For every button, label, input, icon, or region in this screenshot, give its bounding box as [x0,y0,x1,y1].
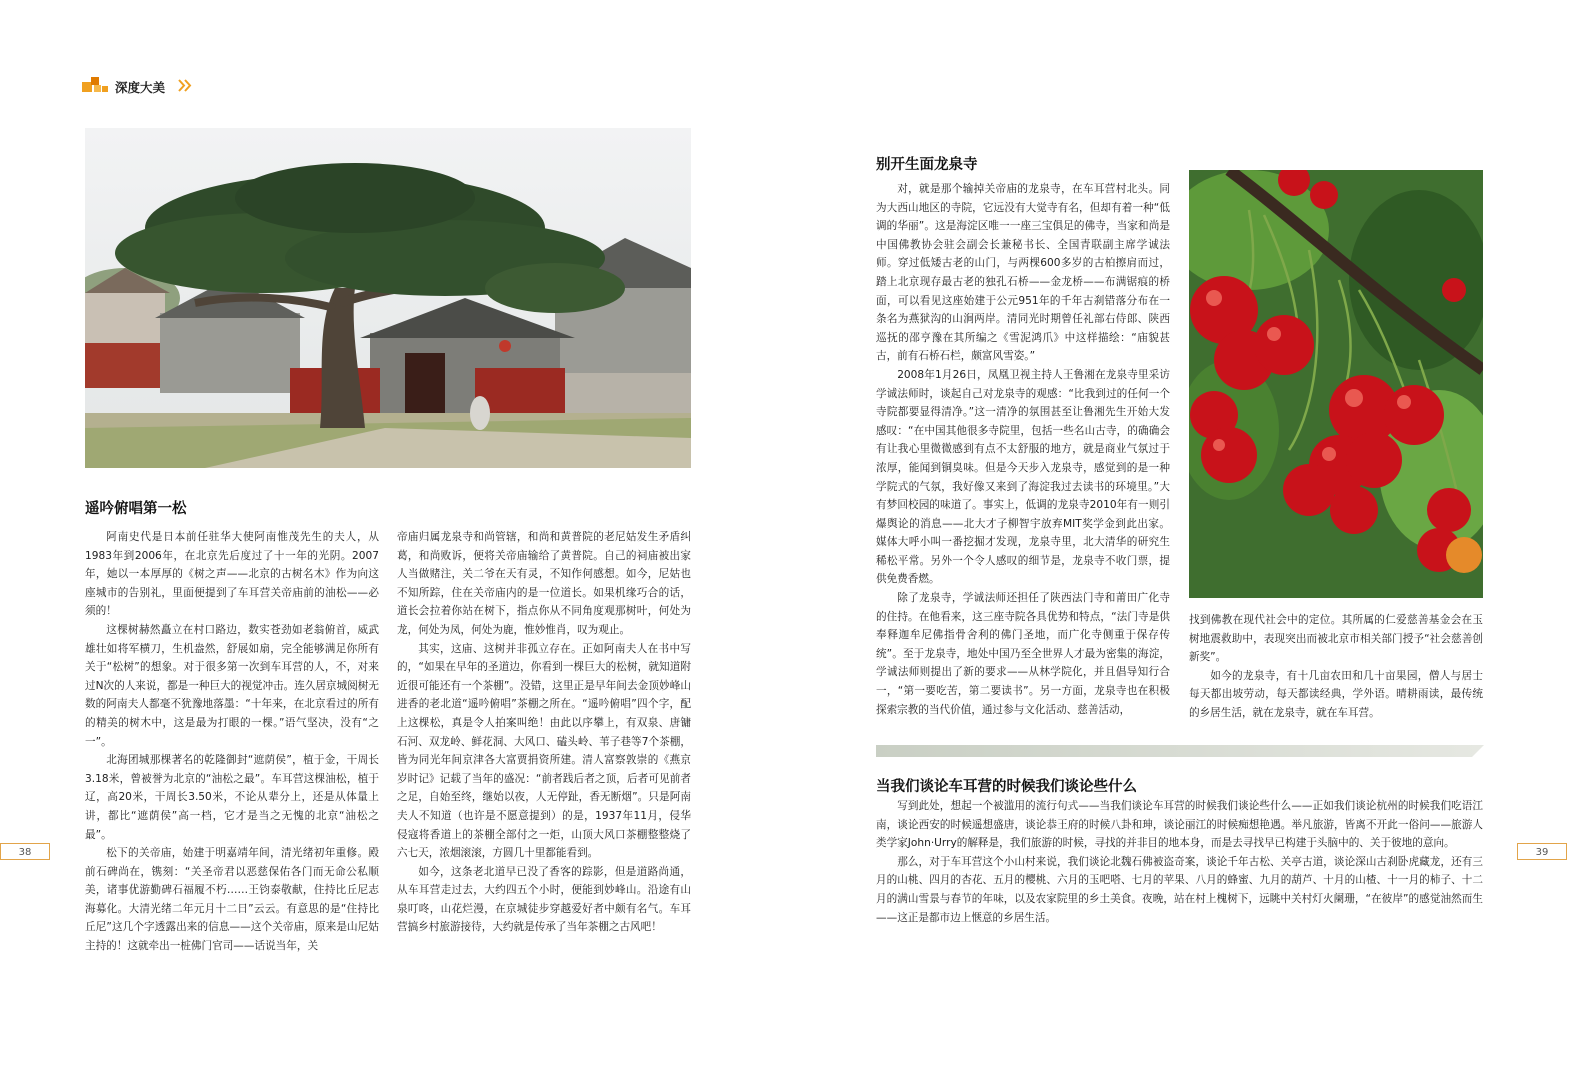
left-col1-para-1: 阿南史代是日本前任驻华大使阿南惟茂先生的夫人，从1983年到2006年，在北京先后度过了十一年的光阴。2007年，她以一本厚厚的《树之声——北京的古树名木》作为向这座城市的告别礼，里面便提到了车耳营关帝庙前的油松——必须的！ [85,531,379,618]
right-bottom-text [876,797,1483,957]
left-col2-para-2: 其实，这庙、这树并非孤立存在。正如阿南夫人在书中写的，“如果在早年的圣道边，你看到一棵巨大的松树，就知道附近很可能还有一个茶棚”。没错，这里正是早年间去金顶妙峰山进香的老北道“遥吟俯唱”茶棚之所在。“遥吟俯唱”四个字，配上这棵松，真是令人拍案叫绝！由此以序攀上，有双泉、唐镛石河、双龙岭、鲜花洞、大风口、磕头岭、苇子巷等7个茶棚，皆为同光年间京津各大富贾捐资所建。清人富察敦崇的《燕京岁时记》记载了当年的盛况：“前者践后者之顶，后者可见前者之足，自始至终，继始以夜，人无停趾，香无断烟”。只是阿南夫人不知道（也许是不愿意提到）的是，1937年11月，侵华侵寇将香道上的茶棚全部付之一炬，山顶大风口茶棚整整烧了六七天，浓烟滚滚，方圆几十里都能看到。 [397,642,691,860]
section-header [82,76,222,96]
left-col2-para-1: 帝庙归属龙泉寺和尚管辖，和尚和黄普院的老尼姑发生矛盾纠葛，和尚败诉，便将关帝庙输给了黄普院。自己的祠庙被出家人当做赌注，关二爷在天有灵，不知作何感想。如今，尼姑也不知所踪，住在关帝庙内的是一位道长。如果机缘巧合的话，道长会拉着你站在树下，指点你从不同角度观那树叶，何处为龙，何处为凤，何处为鹿，惟妙惟肖，叹为观止。 [397,531,691,636]
section-logo-icon [82,76,110,94]
page-number-left: 38 [0,843,50,860]
right-heading-1: 别开生面龙泉寺 [876,157,978,173]
section-divider [876,745,1484,757]
double-chevron-icon [178,79,192,92]
right-heading-2: 当我们谈论车耳营的时候我们谈论些什么 [876,779,1137,795]
right-cola-para-1: 对，就是那个输掉关帝庙的龙泉寺，在车耳营村北头。同为大西山地区的寺院，它远没有大觉寺有名，但却有着一种“低调的华丽”。这是海淀区唯一一座三宝俱足的佛寺，当家和尚是中国佛教协会驻会副会长兼秘书长、全国青联副主席学诚法师。穿过低矮古老的山门，与两棵600多岁的古柏擦肩而过，踏上北京现存最古老的独孔石桥——金龙桥——布满锯痕的桥面，可以看见这座始建于公元951年的千年古刹错落分布在一条名为燕狱沟的山涧两岸。清同光时期曾任礼部右侍郎、陕西巡抚的邵亨豫在其所编之《雪泥鸿爪》中这样描绘：“庙貌甚古，前有石桥石栏，颇富风雪姿。” [876,183,1170,363]
left-column-1 [85,528,379,958]
section-title: 深度大美 [115,80,166,95]
right-column-a [876,180,1170,726]
left-col1-para-3: 北海团城那棵著名的乾隆御封“遮荫侯”，植于金，干周长3.18米，曾被誉为北京的“油松之最”。车耳营这棵油松，植于辽，高20米，干周长3.50米，不论从辈分上，还是从体量上讲，都比“遮荫侯”高一档，它才是当之无愧的北京“油松之最”。 [85,754,379,841]
right-bottom-para-2: 那么，对于车耳营这个小山村来说，我们谈论北魏石佛被盗奇案，谈论千年古松、关亭古道，谈论深山古刹卧虎藏龙，还有三月的山桃、四月的杏花、五月的樱桃、六月的玉吧嗒、七月的苹果、八月的蜂蜜、九月的葫芦、十月的山楂、十一月的柿子、十二月的满山雪景与春节的年味，以及农家院里的乡土美食。夜晚，站在村上槐树下，远眺中关村灯火阑珊，“在彼岸”的感觉油然而生——这正是都市边上惬意的乡居生活。 [876,855,1483,924]
right-bottom-para-1: 写到此处，想起一个被滥用的流行句式——当我们谈论车耳营的时候我们谈论些什么——正如我们谈论杭州的时候我们吃语江南，谈论西安的时候遥想盛唐，谈论恭王府的时候八卦和珅，谈论丽江的时候痴想艳遇。举凡旅游，皆离不开此一俗问——旅游人类学家John·Urry的解释是，我们旅游的时候，寻找的并非目的地本身，而是去寻找早已构建于头脑中的、关于彼地的意向。 [876,800,1483,850]
left-col1-para-2: 这棵树赫然矗立在村口路边，数实苍劲如老翁俯首，威武雄壮如将军横刀，生机盎然，舒展如扇，完全能够满足你所有关于“松树”的想象。对于很多第一次到车耳营的人，不，对来过N次的人来说，都是一种巨大的视觉冲击。连久居京城阅树无数的阿南夫人都毫不犹豫地落墨：“十年来，在北京看过的所有的精美的树木中，这是最为打眼的一棵。”语气坚决，没有“之一”。 [85,623,379,748]
cherry-photo [1189,170,1483,598]
right-column-b [1189,611,1483,731]
right-colb-para-1: 找到佛教在现代社会中的定位。其所属的仁爱慈善基金会在玉树地震救助中，表现突出而被北京市相关部门授予“社会慈善创新奖”。 [1189,614,1483,664]
left-col2-para-3: 如今，这条老北道早已没了香客的踪影，但是道路尚通，从车耳营走过去，大约四五个小时，便能到妙峰山。沿途有山泉叮咚，山花烂漫，在京城徒步穿越爱好者中颇有名气。车耳营搞乡村旅游接待，大约就是传承了当年茶棚之古风吧！ [397,865,691,934]
right-cola-para-2: 2008年1月26日，凤凰卫视主持人王鲁湘在龙泉寺里采访学诚法师时，谈起自己对龙泉寺的观感：“比我到过的任何一个寺院都要显得清净。”这一清净的氛围甚至让鲁湘先生开始大发感叹：“在中国其他很多寺院里，包括一些名山古寺，的确确会有让我心里微微感到有点不太舒服的地方，就是商业气氛过于浓厚，能闻到铜臭味。但是今天步入龙泉寺，感觉到的是一种学院式的气氛，我好像又来到了海淀我过去读书的环境里。”大有梦回校园的味道了。事实上，低调的龙泉寺2010年有一则引爆舆论的消息——北大才子柳智宇放弃MIT奖学金到此出家。媒体大呼小叫一番挖掘才发现，龙泉寺里，北大清华的研究生稀松平常。另外一个令人感叹的细节是，龙泉寺不收门票，提供免费香燃。 [876,368,1170,586]
left-heading: 遥吟俯唱第一松 [85,501,187,517]
page-number-right: 39 [1517,843,1567,860]
pine-temple-photo [85,128,691,468]
right-colb-para-2: 如今的龙泉寺，有十几亩农田和几十亩果园，僧人与居士每天都出坡劳动，每天都读经典，学外语。晴耕雨读，最传统的乡居生活，就在龙泉寺，就在车耳营。 [1189,669,1483,719]
left-column-2 [397,528,691,958]
left-col1-para-4: 松下的关帝庙，始建于明嘉靖年间，清光绪初年重修。殿前石碑尚在，镌刻：“关圣帝君以恶慈保佑各门而无命公私顺美，诸事优游勤碑石福履不朽……王钧泰敬献，住持比丘尼志海募化。大清光绪二年元月十二日”云云。有意思的是“住持比丘尼”这几个字透露出来的信息——这个关帝庙，原来是山尼姑主持的！这就牵出一桩佛门官司——话说当年，关 [85,847,379,953]
right-cola-para-3: 除了龙泉寺，学诚法师还担任了陕西法门寺和莆田广化寺的住持。在他看来，这三座寺院各具优势和特点，“法门寺是供奉释迦牟尼佛指骨舍利的佛门圣地，而广化寺侧重于保存传统”。至于龙泉寺，地处中国乃至全世界人才最为密集的海淀，学诚法师则提出了新的要求——从林学院化，并且倡导知行合一，“第一要吃苦，第二要读书”。另一方面，龙泉寺也在积极探索宗教的当代价值，通过参与文化活动、慈善活动， [876,592,1170,716]
